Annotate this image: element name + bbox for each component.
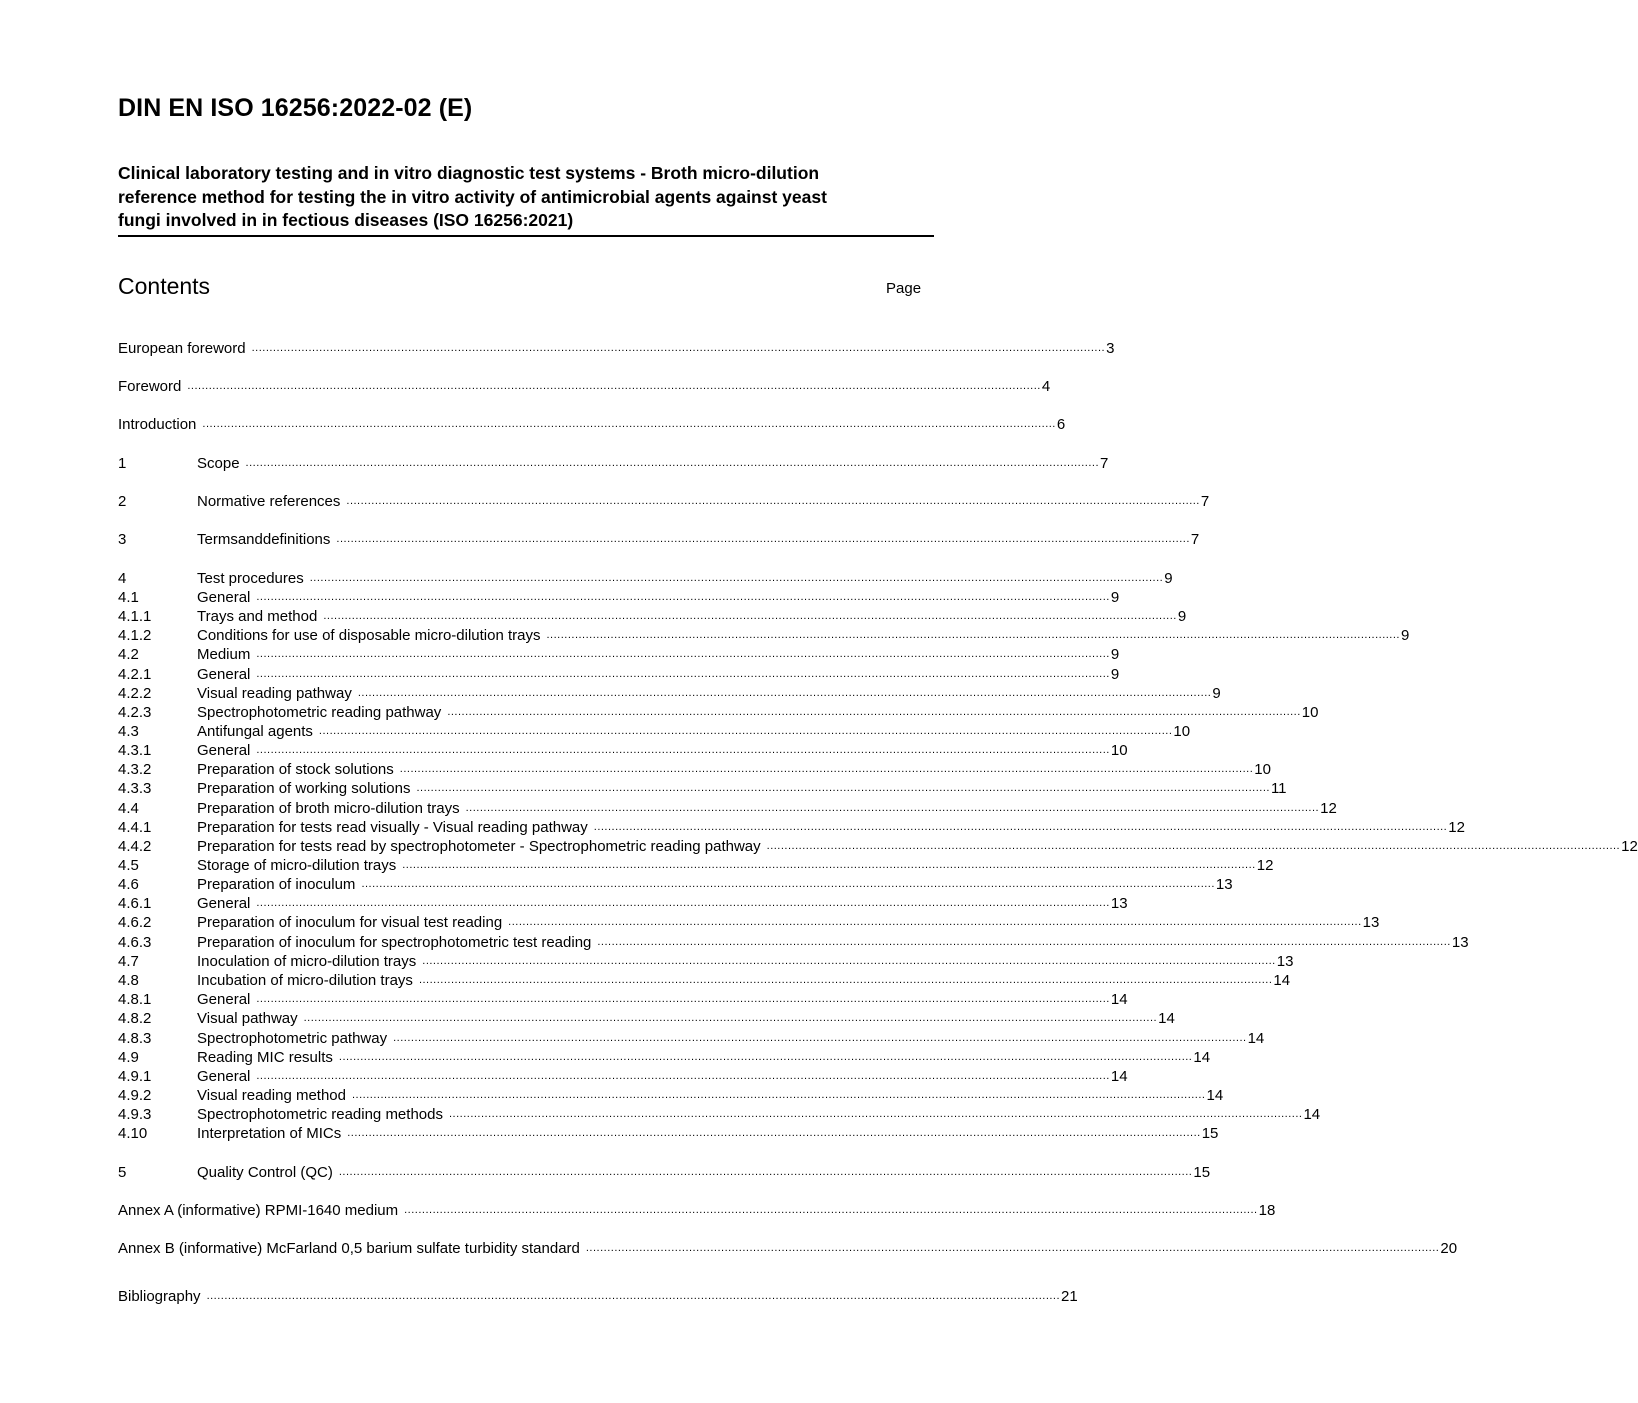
toc-entry-page: 4: [1041, 378, 1051, 395]
toc-entry-page: 6: [1056, 416, 1066, 433]
toc-leader-dots: ................................................................................................................................................................................................................................................: [347, 1127, 1201, 1139]
title-line: fungi involved in in fectious diseases (ISO 16256:2021): [118, 210, 574, 230]
toc-entry-number: 4.10: [118, 1125, 148, 1142]
toc-leader-dots: ................................................................................................................................................................................................................................................: [187, 380, 1041, 392]
toc-entry[interactable]: [118, 645, 1120, 664]
toc-entry-number: 4.9.2: [118, 1087, 152, 1104]
toc-entry-page: 14: [1303, 1106, 1321, 1123]
toc-entry-title: Preparation of inoculum for spectrophotometric test reading: [197, 934, 592, 951]
toc-entry-title: Spectrophotometric reading pathway: [197, 704, 442, 721]
toc-leader-dots: ................................................................................................................................................................................................................................................: [465, 802, 1320, 814]
toc-entry[interactable]: [118, 588, 1120, 607]
toc-entry-page: 14: [1247, 1030, 1265, 1047]
toc-entry-page: 14: [1273, 972, 1291, 989]
toc-leader-dots: ................................................................................................................................................................................................................................................: [256, 993, 1110, 1005]
toc-entry-number: 4.6.3: [118, 934, 152, 951]
toc-entry-title: Medium: [197, 646, 251, 663]
toc-entry-page: 9: [1400, 627, 1410, 644]
toc-leader-dots: ................................................................................................................................................................................................................................................: [336, 533, 1190, 545]
toc-entry[interactable]: [118, 741, 1128, 760]
toc-entry-title: Scope: [197, 455, 240, 472]
toc-entry-page: 9: [1110, 589, 1120, 606]
toc-entry-title: Preparation for tests read visually - Visual reading pathway: [197, 819, 588, 836]
toc-entry-number: 4.2.3: [118, 704, 152, 721]
toc-entry-page: 18: [1258, 1202, 1276, 1219]
toc-entry-number: 4.1: [118, 589, 139, 606]
toc-entry-number: 4.8: [118, 972, 139, 989]
toc-entry-page: 10: [1254, 761, 1271, 778]
toc-leader-dots: ................................................................................................................................................................................................................................................: [447, 706, 1301, 718]
toc-entry[interactable]: [118, 1086, 1224, 1105]
toc-leader-dots: ................................................................................................................................................................................................................................................: [352, 1089, 1206, 1101]
toc-leader-dots: ................................................................................................................................................................................................................................................: [303, 1012, 1158, 1024]
toc-leader-dots: ................................................................................................................................................................................................................................................: [422, 955, 1276, 967]
toc-entry-page: 12: [1256, 857, 1274, 874]
toc-entry-title: Preparation of working solutions: [197, 780, 411, 797]
toc-entry[interactable]: [118, 377, 1051, 396]
toc-leader-dots: ................................................................................................................................................................................................................................................: [338, 1166, 1193, 1178]
toc-entry-title: Preparation of inoculum for visual test reading: [197, 914, 503, 931]
title-line: reference method for testing the in vitro activity of antimicrobial agents against yeast: [118, 186, 827, 207]
toc-entry-title: Quality Control (QC): [197, 1164, 333, 1181]
toc-leader-dots: ................................................................................................................................................................................................................................................: [245, 457, 1100, 469]
toc-entry-page: 14: [1158, 1010, 1175, 1027]
toc-entry-title: Normative references: [197, 493, 341, 510]
toc-entry-number: 4.3.1: [118, 742, 152, 759]
toc-entry[interactable]: [118, 492, 1210, 511]
toc-entry[interactable]: [118, 1048, 1211, 1067]
toc-leader-dots: ................................................................................................................................................................................................................................................: [597, 936, 1451, 948]
contents-heading: Contents: [118, 273, 211, 299]
toc-entry[interactable]: [118, 990, 1128, 1009]
toc-entry[interactable]: [118, 1067, 1128, 1086]
toc-entry-page: 13: [1276, 953, 1294, 970]
toc-entry-title: General: [197, 589, 251, 606]
toc-entry-number: 4.2: [118, 646, 139, 663]
document-title: [118, 162, 934, 237]
toc-entry-page: 21: [1061, 1288, 1078, 1305]
toc-entry-page: 14: [1206, 1087, 1224, 1104]
toc-entry-page: 9: [1110, 646, 1120, 663]
toc-entry-number: 1: [118, 455, 127, 472]
toc-entry-page: 13: [1110, 895, 1128, 912]
toc-entry[interactable]: [118, 530, 1200, 549]
toc-entry[interactable]: [118, 454, 1109, 473]
toc-leader-dots: ................................................................................................................................................................................................................................................: [393, 1032, 1247, 1044]
toc-entry-title: Visual reading pathway: [197, 685, 352, 702]
toc-entry[interactable]: [118, 952, 1294, 971]
toc-entry-number: 4: [118, 570, 127, 587]
toc-entry-page: 14: [1193, 1049, 1211, 1066]
toc-entry-number: 4.8.3: [118, 1030, 152, 1047]
toc-entry-page: 13: [1451, 934, 1469, 951]
toc-entry[interactable]: [118, 913, 1380, 932]
toc-entry[interactable]: [118, 1163, 1211, 1182]
toc-entry-title: Preparation of inoculum: [197, 876, 356, 893]
toc-entry-page: 14: [1110, 991, 1128, 1008]
toc-entry-number: 4.6: [118, 876, 139, 893]
toc-entry-page: 12: [1621, 838, 1638, 855]
toc-entry-number: 4.6.2: [118, 914, 152, 931]
toc-entry-title: Introduction: [118, 416, 197, 433]
toc-entry-title: Spectrophotometric reading methods: [197, 1106, 443, 1123]
toc-leader-dots: ................................................................................................................................................................................................................................................: [404, 1204, 1258, 1216]
toc-entry[interactable]: [118, 971, 1291, 990]
toc-entry-title: Foreword: [118, 378, 182, 395]
toc-entry-title: Preparation for tests read by spectrophotometer - Spectrophometric reading pathway: [197, 838, 761, 855]
toc-entry[interactable]: [118, 1287, 1078, 1306]
toc-entry-page: 7: [1100, 455, 1109, 472]
toc-leader-dots: ................................................................................................................................................................................................................................................: [402, 859, 1256, 871]
toc-entry-title: Trays and method: [197, 608, 318, 625]
toc-entry-number: 4.4.2: [118, 838, 152, 855]
toc-entry[interactable]: [118, 569, 1173, 588]
toc-entry[interactable]: [118, 415, 1066, 434]
toc-entry-number: 4.9: [118, 1049, 139, 1066]
toc-entry[interactable]: [118, 799, 1337, 818]
toc-entry-title: Preparation of broth micro-dilution trays: [197, 800, 460, 817]
toc-leader-dots: ................................................................................................................................................................................................................................................: [593, 821, 1448, 833]
toc-entry-title: Termsanddefinitions: [197, 531, 331, 548]
toc-entry-number: 4.9.1: [118, 1068, 152, 1085]
toc-leader-dots: ................................................................................................................................................................................................................................................: [251, 342, 1106, 354]
toc-leader-dots: ................................................................................................................................................................................................................................................: [256, 744, 1110, 756]
toc-entry-title: Interpretation of MICs: [197, 1125, 342, 1142]
toc-entry[interactable]: [118, 722, 1191, 741]
toc-leader-dots: ................................................................................................................................................................................................................................................: [256, 591, 1110, 603]
toc-entry-page: 3: [1106, 340, 1115, 357]
toc-entry[interactable]: [118, 607, 1187, 626]
toc-entry-title: General: [197, 895, 251, 912]
toc-leader-dots: ................................................................................................................................................................................................................................................: [256, 668, 1110, 680]
toc-leader-dots: ................................................................................................................................................................................................................................................: [585, 1242, 1440, 1254]
toc-entry[interactable]: [118, 1124, 1219, 1143]
toc-entry-page: 12: [1320, 800, 1337, 817]
toc-entry-page: 10: [1301, 704, 1319, 721]
toc-leader-dots: ................................................................................................................................................................................................................................................: [508, 916, 1362, 928]
toc-entry-page: 15: [1201, 1125, 1219, 1142]
toc-leader-dots: ................................................................................................................................................................................................................................................: [206, 1290, 1061, 1302]
toc-entry-title: General: [197, 991, 251, 1008]
toc-leader-dots: ................................................................................................................................................................................................................................................: [357, 687, 1212, 699]
toc-leader-dots: ................................................................................................................................................................................................................................................: [323, 610, 1177, 622]
toc-entry-number: 4.2.1: [118, 666, 152, 683]
toc-entry-title: Spectrophotometric pathway: [197, 1030, 388, 1047]
toc-entry-title: General: [197, 742, 251, 759]
toc-entry-number: 4.8.1: [118, 991, 152, 1008]
toc-entry-page: 10: [1110, 742, 1128, 759]
toc-entry[interactable]: [118, 1201, 1276, 1220]
toc-entry-page: 15: [1193, 1164, 1211, 1181]
toc-entry-number: 4.9.3: [118, 1106, 152, 1123]
toc-entry-title: European foreword: [118, 340, 246, 357]
toc-leader-dots: ................................................................................................................................................................................................................................................: [416, 782, 1270, 794]
toc-entry-page: 20: [1440, 1240, 1458, 1257]
toc-entry[interactable]: [118, 1105, 1321, 1124]
toc-leader-dots: ................................................................................................................................................................................................................................................: [202, 418, 1056, 430]
toc-leader-dots: ................................................................................................................................................................................................................................................: [338, 1051, 1193, 1063]
toc-entry[interactable]: [118, 760, 1271, 779]
toc-leader-dots: ................................................................................................................................................................................................................................................: [546, 629, 1400, 641]
toc-entry-page: 13: [1362, 914, 1380, 931]
toc-entry-number: 4.4: [118, 800, 139, 817]
toc-entry[interactable]: [118, 875, 1233, 894]
toc-entry-title: Antifungal agents: [197, 723, 313, 740]
toc-entry-number: 4.6.1: [118, 895, 152, 912]
toc-entry-title: Bibliography: [118, 1288, 201, 1305]
toc-entry-title: Visual reading method: [197, 1087, 346, 1104]
toc-entry-page: 12: [1448, 819, 1465, 836]
toc-entry[interactable]: [118, 933, 1469, 952]
toc-leader-dots: ................................................................................................................................................................................................................................................: [256, 897, 1110, 909]
toc-entry-title: Reading MIC results: [197, 1049, 333, 1066]
toc-leader-dots: ................................................................................................................................................................................................................................................: [448, 1108, 1303, 1120]
toc-entry[interactable]: [118, 665, 1120, 684]
toc-entry-number: 4.1.2: [118, 627, 152, 644]
toc-entry[interactable]: [118, 856, 1274, 875]
toc-entry-number: 4.3.3: [118, 780, 152, 797]
toc-leader-dots: ................................................................................................................................................................................................................................................: [418, 974, 1273, 986]
toc-entry-number: 3: [118, 531, 127, 548]
toc-entry[interactable]: [118, 1239, 1458, 1258]
toc-entry-page: 9: [1212, 685, 1221, 702]
toc-entry-page: 10: [1173, 723, 1191, 740]
toc-entry[interactable]: [118, 626, 1410, 645]
toc-entry-title: General: [197, 1068, 251, 1085]
toc-entry[interactable]: [118, 818, 1465, 837]
toc-entry-title: Preparation of stock solutions: [197, 761, 394, 778]
toc-leader-dots: ................................................................................................................................................................................................................................................: [766, 840, 1621, 852]
toc-entry-page: 9: [1164, 570, 1173, 587]
toc-entry-number: 4.5: [118, 857, 139, 874]
toc-entry[interactable]: [118, 779, 1287, 798]
toc-leader-dots: ................................................................................................................................................................................................................................................: [309, 572, 1164, 584]
toc-entry-title: Annex A (informative) RPMI-1640 medium: [118, 1202, 399, 1219]
toc-entry[interactable]: [118, 703, 1319, 722]
toc-entry-page: 11: [1270, 780, 1287, 797]
document-id: DIN EN ISO 16256:2022-02 (E): [118, 94, 473, 122]
toc-entry-title: General: [197, 666, 251, 683]
toc-entry-title: Inoculation of micro-dilution trays: [197, 953, 417, 970]
toc-entry[interactable]: [118, 837, 1638, 856]
toc-entry-title: Annex B (informative) McFarland 0,5 barium sulfate turbidity standard: [118, 1240, 580, 1257]
toc-entry-number: 4.8.2: [118, 1010, 152, 1027]
toc-entry-title: Incubation of micro-dilution trays: [197, 972, 413, 989]
toc-entry-number: 4.7: [118, 953, 139, 970]
toc-leader-dots: ................................................................................................................................................................................................................................................: [399, 763, 1254, 775]
toc-entry[interactable]: [118, 1029, 1265, 1048]
toc-entry[interactable]: [118, 1009, 1175, 1028]
toc-leader-dots: ................................................................................................................................................................................................................................................: [346, 495, 1200, 507]
toc-entry-page: 7: [1190, 531, 1200, 548]
toc-entry-number: 4.3: [118, 723, 139, 740]
page-column-heading: Page: [886, 280, 922, 297]
toc-entry-page: 13: [1215, 876, 1233, 893]
toc-entry-number: 4.2.2: [118, 685, 152, 702]
toc-leader-dots: ................................................................................................................................................................................................................................................: [361, 878, 1215, 890]
toc-entry-number: 5: [118, 1164, 127, 1181]
toc-entry[interactable]: [118, 894, 1128, 913]
toc-entry[interactable]: [118, 684, 1221, 703]
toc-entry[interactable]: [118, 339, 1115, 358]
toc-entry-page: 9: [1110, 666, 1120, 683]
toc-entry-title: Test procedures: [197, 570, 304, 587]
toc-entry-title: Conditions for use of disposable micro-dilution trays: [197, 627, 541, 644]
toc-entry-title: Storage of micro-dilution trays: [197, 857, 397, 874]
toc-entry-page: 14: [1110, 1068, 1128, 1085]
toc-entry-number: 4.3.2: [118, 761, 152, 778]
toc-leader-dots: ................................................................................................................................................................................................................................................: [318, 725, 1173, 737]
toc-entry-number: 2: [118, 493, 127, 510]
toc-entry-number: 4.1.1: [118, 608, 152, 625]
toc-entry-page: 7: [1200, 493, 1210, 510]
toc-leader-dots: ................................................................................................................................................................................................................................................: [256, 1070, 1110, 1082]
toc-entry-title: Visual pathway: [197, 1010, 298, 1027]
toc-entry-page: 9: [1177, 608, 1187, 625]
title-line: Clinical laboratory testing and in vitro diagnostic test systems - Broth micro-dilution: [118, 163, 820, 183]
toc-leader-dots: ................................................................................................................................................................................................................................................: [256, 648, 1110, 660]
toc-entry-number: 4.4.1: [118, 819, 152, 836]
